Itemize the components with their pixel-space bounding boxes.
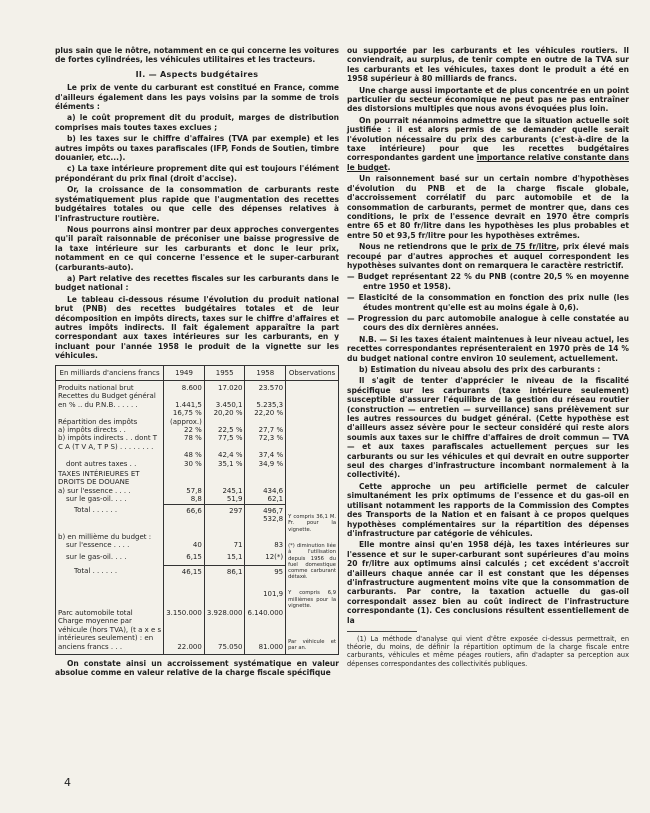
table-header-1949: 1949 — [164, 365, 205, 380]
table-row: Parc automobile total 3.150.000 3.928.000 6.140.000 — [56, 609, 339, 617]
paragraph: a) le coût proprement dit du produit, marges de distribution comprises mais toutes taxes exclues ; — [55, 113, 339, 132]
paragraph: ou supportée par les carburants et les véhicules routiers. Il conviendrait, au surplus, de tenir compte en outre de la TVA sur les carburants et les véhicules, taxes dont le produit a été en 1958 supérieur à 80 milliards de francs. — [347, 46, 629, 84]
underlined-phrase: importance relative constante dans le budget — [347, 153, 629, 172]
paragraph: Nous ne retiendrons que le prix de 75 fr/litre, prix élevé mais recoupé par d'autres approches et auquel correspondent les hypothèses suivantes dont on remarquera le caractère restrictif. — [347, 242, 629, 270]
right-column — [347, 46, 629, 670]
hypothesis-list — [347, 272, 629, 332]
paragraph: Une charge aussi importante et de plus concentrée en un point particulier du secteur économique ne peut pas ne pas entraîner des distorsions multiples que nous avons évoquées plus loin. — [347, 85, 629, 114]
footnote-divider — [347, 631, 417, 632]
underlined-phrase: prix de 75 fr/litre — [481, 242, 557, 252]
list-item: — Budget représentant 22 % du PNB (contre 20,5 % en moyenne entre 1950 et 1958). — [347, 272, 629, 291]
paragraph: Nous pourrons ainsi montrer par deux approches convergentes qu'il paraît raisonnable de préconiser une baisse progressive de la taxe intérieure sur les carburants et donc le leur prix, notamment en ce qui concerne l'essence et le super-carburant (carburants-auto). — [55, 224, 339, 272]
paragraph: Le prix de vente du carburant est constitué en France, comme d'ailleurs également dans les pays voisins par la somme de trois éléments : — [55, 83, 339, 112]
table-header-observations: Observations — [286, 365, 339, 380]
paragraph: c) La taxe intérieure proprement dite qui est toujours l'élément prépondérant du prix final (droit d'accise). — [55, 164, 339, 183]
section-heading: II. — Aspects budgétaires — [135, 69, 259, 79]
nota-bene: N.B. — Si les taxes étaient maintenues à leur niveau actuel, les recettes correspondantes représenteraient en 1970 près de 14 % du budget national contre environ 10 seulement, actuellement. — [347, 334, 629, 363]
table-row: a) impôts directs . . 22 % 22,5 % 27,7 % — [56, 426, 339, 434]
paragraph: On pourrait néanmoins admettre que la situation actuelle soit justifiée : il est alors permis de se demander quelle serait l'évolution nécessaire du prix des carburants (c'est-à-dire de la taxe intérieure) pour que les recettes budgétaires correspondantes gardent une importance relative constante dans le budget. — [347, 115, 629, 172]
table-row: TAXES INTÉRIEURES ET DROITS DE DOUANE — [56, 468, 339, 487]
paragraph: b) Estimation du niveau absolu des prix des carburants : — [359, 365, 601, 374]
table-row: sur l'essence . . . . 40 71 83 (*) diminution liée à l'utilisation depuis 1956 du fuel domestique comme carburant détaxé. — [56, 541, 339, 553]
table-row: b) impôts indirects . . dont T C A (T V A, T P S) . . . . . . . . 78 % 48 % 77,5 % 42,4 % 72,3 % 37,4 % — [56, 434, 339, 459]
paragraph: Le tableau ci-dessous résume l'évolution du produit national brut (PNB) des recettes budgétaires totales et de leur décomposition en impôts directs, taxes sur le chiffre d'affaires et autres impôts indirects. Il fait également apparaître la part correspondant aux taxes intérieures sur les carburants, en y incluant pour l'année 1958 le produit de la vignette sur les véhicules. — [55, 294, 339, 361]
table-row: a) sur l'essence . . . . 57,8 245,1 434,6 — [56, 487, 339, 495]
list-item: — Progression du parc automobile analogue à celle constatée au cours des dix dernières années. — [347, 314, 629, 333]
budget-table — [55, 365, 339, 655]
table-header-1958: 1958 — [245, 365, 286, 380]
table-row: dont autres taxes . . 30 % 35,1 % 34,9 % — [56, 460, 339, 468]
table-row: Recettes du Budget général en % .. du P.N.B. . . . . . 1.441,5 16,75 % 3.450,1 20,20 % 5.235,3 22,20 % — [56, 392, 339, 417]
paragraph: On constate ainsi un accroissement systématique en valeur absolue comme en valeur relative de la charge fiscale spécifique — [55, 659, 339, 678]
paragraph: Il s'agit de tenter d'apprécier le niveau de la fiscalité spécifique sur les carburants (taxe intérieure seulement) susceptible d'assurer l'équilibre de la gestion du réseau routier (construction — entretien — surveillance) sans prélèvement sur les autres ressources du budget général. (Cette hypothèse est d'ailleurs assez sévère pour le secteur considéré qui reste alors soumis aux taxes sur le chiffre d'affaires de droit commun — TVA — et aux taxes parafiscales actuellement perçues sur les carburants ou sur les véhicules et qui devrait en outre supporter seul des charges d'infrastructure incombant normalement à la collectivité). — [347, 376, 629, 480]
table-row: Total . . . . . . 46,15 86,1 95 — [56, 565, 339, 580]
paragraph: Elle montre ainsi qu'en 1958 déjà, les taxes intérieures sur l'essence et sur le super-carburant sont supérieures d'au moins 20 fr/litre aux optimums ainsi calculés ; cet excédent s'accroît d'ailleurs chaque année car il est constant que les dépenses d'infrastructure augmentent moins vite que la consommation de carburants. Par contre, la taxation actuelle du gas-oil correspondait assez bien au coût indirect de l'infrastructure correspondante (1). Ces conclusions résultent essentiellement de la — [347, 540, 629, 625]
table-row: Total . . . . . . 66,6 297 496,7 532,8 Y compris 36,1 M. Fr. pour la vignette. — [56, 504, 339, 533]
paragraph: Cette approche un peu artificielle permet de calculer simultanément les prix optimums de l'essence et du gas-oil en utilisant notamment les rapports de la Commission des Comptes des Transports de la Nation et en faisant à ce propos quelques hypothèses complémentaires sur la répartition des dépenses d'infrastructure par catégorie de véhicules. — [347, 481, 629, 538]
table-row: 101,9 Y compris 6,9 millièmes pour la vignette. — [56, 580, 339, 609]
table-row: b) en millième du budget : — [56, 533, 339, 541]
paragraph: Or, la croissance de la consommation de carburants reste systématiquement plus rapide que l'augmentation des recettes budgétaires totales ou que celle des dépenses relatives à l'infrastructure routière. — [55, 185, 339, 223]
table-row: Charge moyenne par véhicule (hors TVA), (t a x e s intérieures seulement) : en anciens francs . . . 22.000 75.050 81.000 Par véhicule et par an. — [56, 617, 339, 654]
paragraph: plus sain que le nôtre, notamment en ce qui concerne les voitures de fortes cylindrées, les véhicules utilitaires et les tracteurs. — [55, 46, 339, 65]
paragraph: b) les taxes sur le chiffre d'affaires (TVA par exemple) et les autres impôts ou taxes parafiscales (IFP, Fonds de Soutien, timbre douanier, etc...). — [55, 134, 339, 163]
page-number: 4 — [64, 776, 71, 789]
table-header-1955: 1955 — [204, 365, 245, 380]
table-row: sur le gas-oil. . . . 8,8 51,9 62,1 — [56, 495, 339, 504]
table-row: sur le gas-oil. . . . 6,15 15,1 12(*) — [56, 553, 339, 565]
paragraph: Un raisonnement basé sur un certain nombre d'hypothèses d'évolution du PNB et de la charge fiscale globale, d'accroissement corrélatif du parc automobile et de la consommation de carburants, permet de montrer que, dans ces conditions, le prix de l'essence devrait en 1970 être compris entre 65 et 80 fr/litre dans les hypothèses les plus probables et entre 50 et 93,5 fr/litre pour les hypothèses extrêmes. — [347, 174, 629, 240]
footnote: (1) La méthode d'analyse qui vient d'être exposée ci-dessus permettrait, en théorie, du moins, de définir la répartition optimum de la charge fiscale entre carburants, véhicules et même péages routiers, afin d'adapter sa perception aux dépenses correspondantes des collectivités publiques. — [347, 634, 629, 668]
table-row: Répartition des impôts (approx.) — [56, 418, 339, 426]
left-column — [55, 46, 339, 680]
paragraph: a) Part relative des recettes fiscales sur les carburants dans le budget national : — [55, 273, 339, 293]
list-item: — Elasticité de la consommation en fonction des prix nulle (les études montrent qu'elle est au moins égale à 0,6). — [347, 293, 629, 312]
table-header-label: En milliards d'anciens francs — [56, 365, 164, 380]
table-row: Produits national brut 8.600 17.020 23.570 — [56, 381, 339, 393]
